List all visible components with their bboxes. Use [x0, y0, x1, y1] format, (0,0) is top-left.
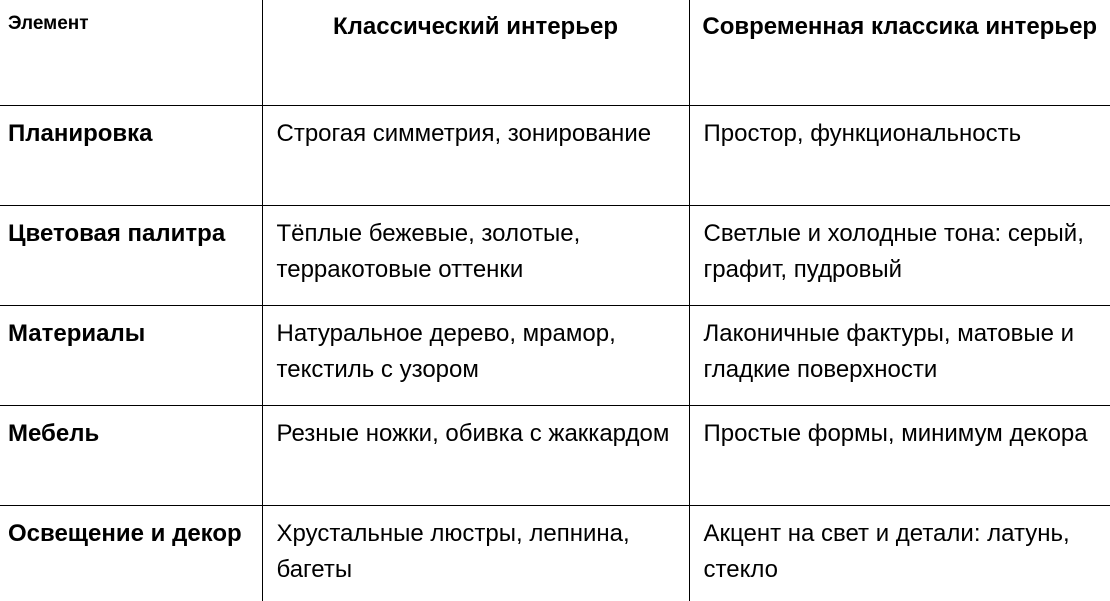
- table-header-row: [0, 0, 1110, 106]
- row-element: Мебель: [0, 406, 262, 506]
- row-classic: Натуральное дерево, мрамор, текстиль с узором: [262, 306, 689, 406]
- row-modern: Простые формы, минимум декора: [689, 406, 1110, 506]
- table-row: [0, 406, 1110, 506]
- row-classic: Резные ножки, обивка с жаккардом: [262, 406, 689, 506]
- header-classic: Классический интерьер: [262, 0, 689, 106]
- row-modern: Акцент на свет и детали: латунь, стекло: [689, 506, 1110, 601]
- row-element: Цветовая палитра: [0, 206, 262, 306]
- row-modern: Светлые и холодные тона: серый, графит, пудровый: [689, 206, 1110, 306]
- table-row: [0, 106, 1110, 206]
- table-row: [0, 206, 1110, 306]
- table-row: [0, 506, 1110, 601]
- row-classic: Строгая симметрия, зонирование: [262, 106, 689, 206]
- table-row: [0, 306, 1110, 406]
- row-classic: Хрустальные люстры, лепнина, багеты: [262, 506, 689, 601]
- row-element: Материалы: [0, 306, 262, 406]
- row-element: Планировка: [0, 106, 262, 206]
- header-modern: Современная классика интерьер: [689, 0, 1110, 106]
- row-modern: Простор, функциональность: [689, 106, 1110, 206]
- row-element: Освещение и декор: [0, 506, 262, 601]
- row-modern: Лаконичные фактуры, матовые и гладкие поверхности: [689, 306, 1110, 406]
- row-classic: Тёплые бежевые, золотые, терракотовые оттенки: [262, 206, 689, 306]
- header-element: Элемент: [8, 13, 89, 34]
